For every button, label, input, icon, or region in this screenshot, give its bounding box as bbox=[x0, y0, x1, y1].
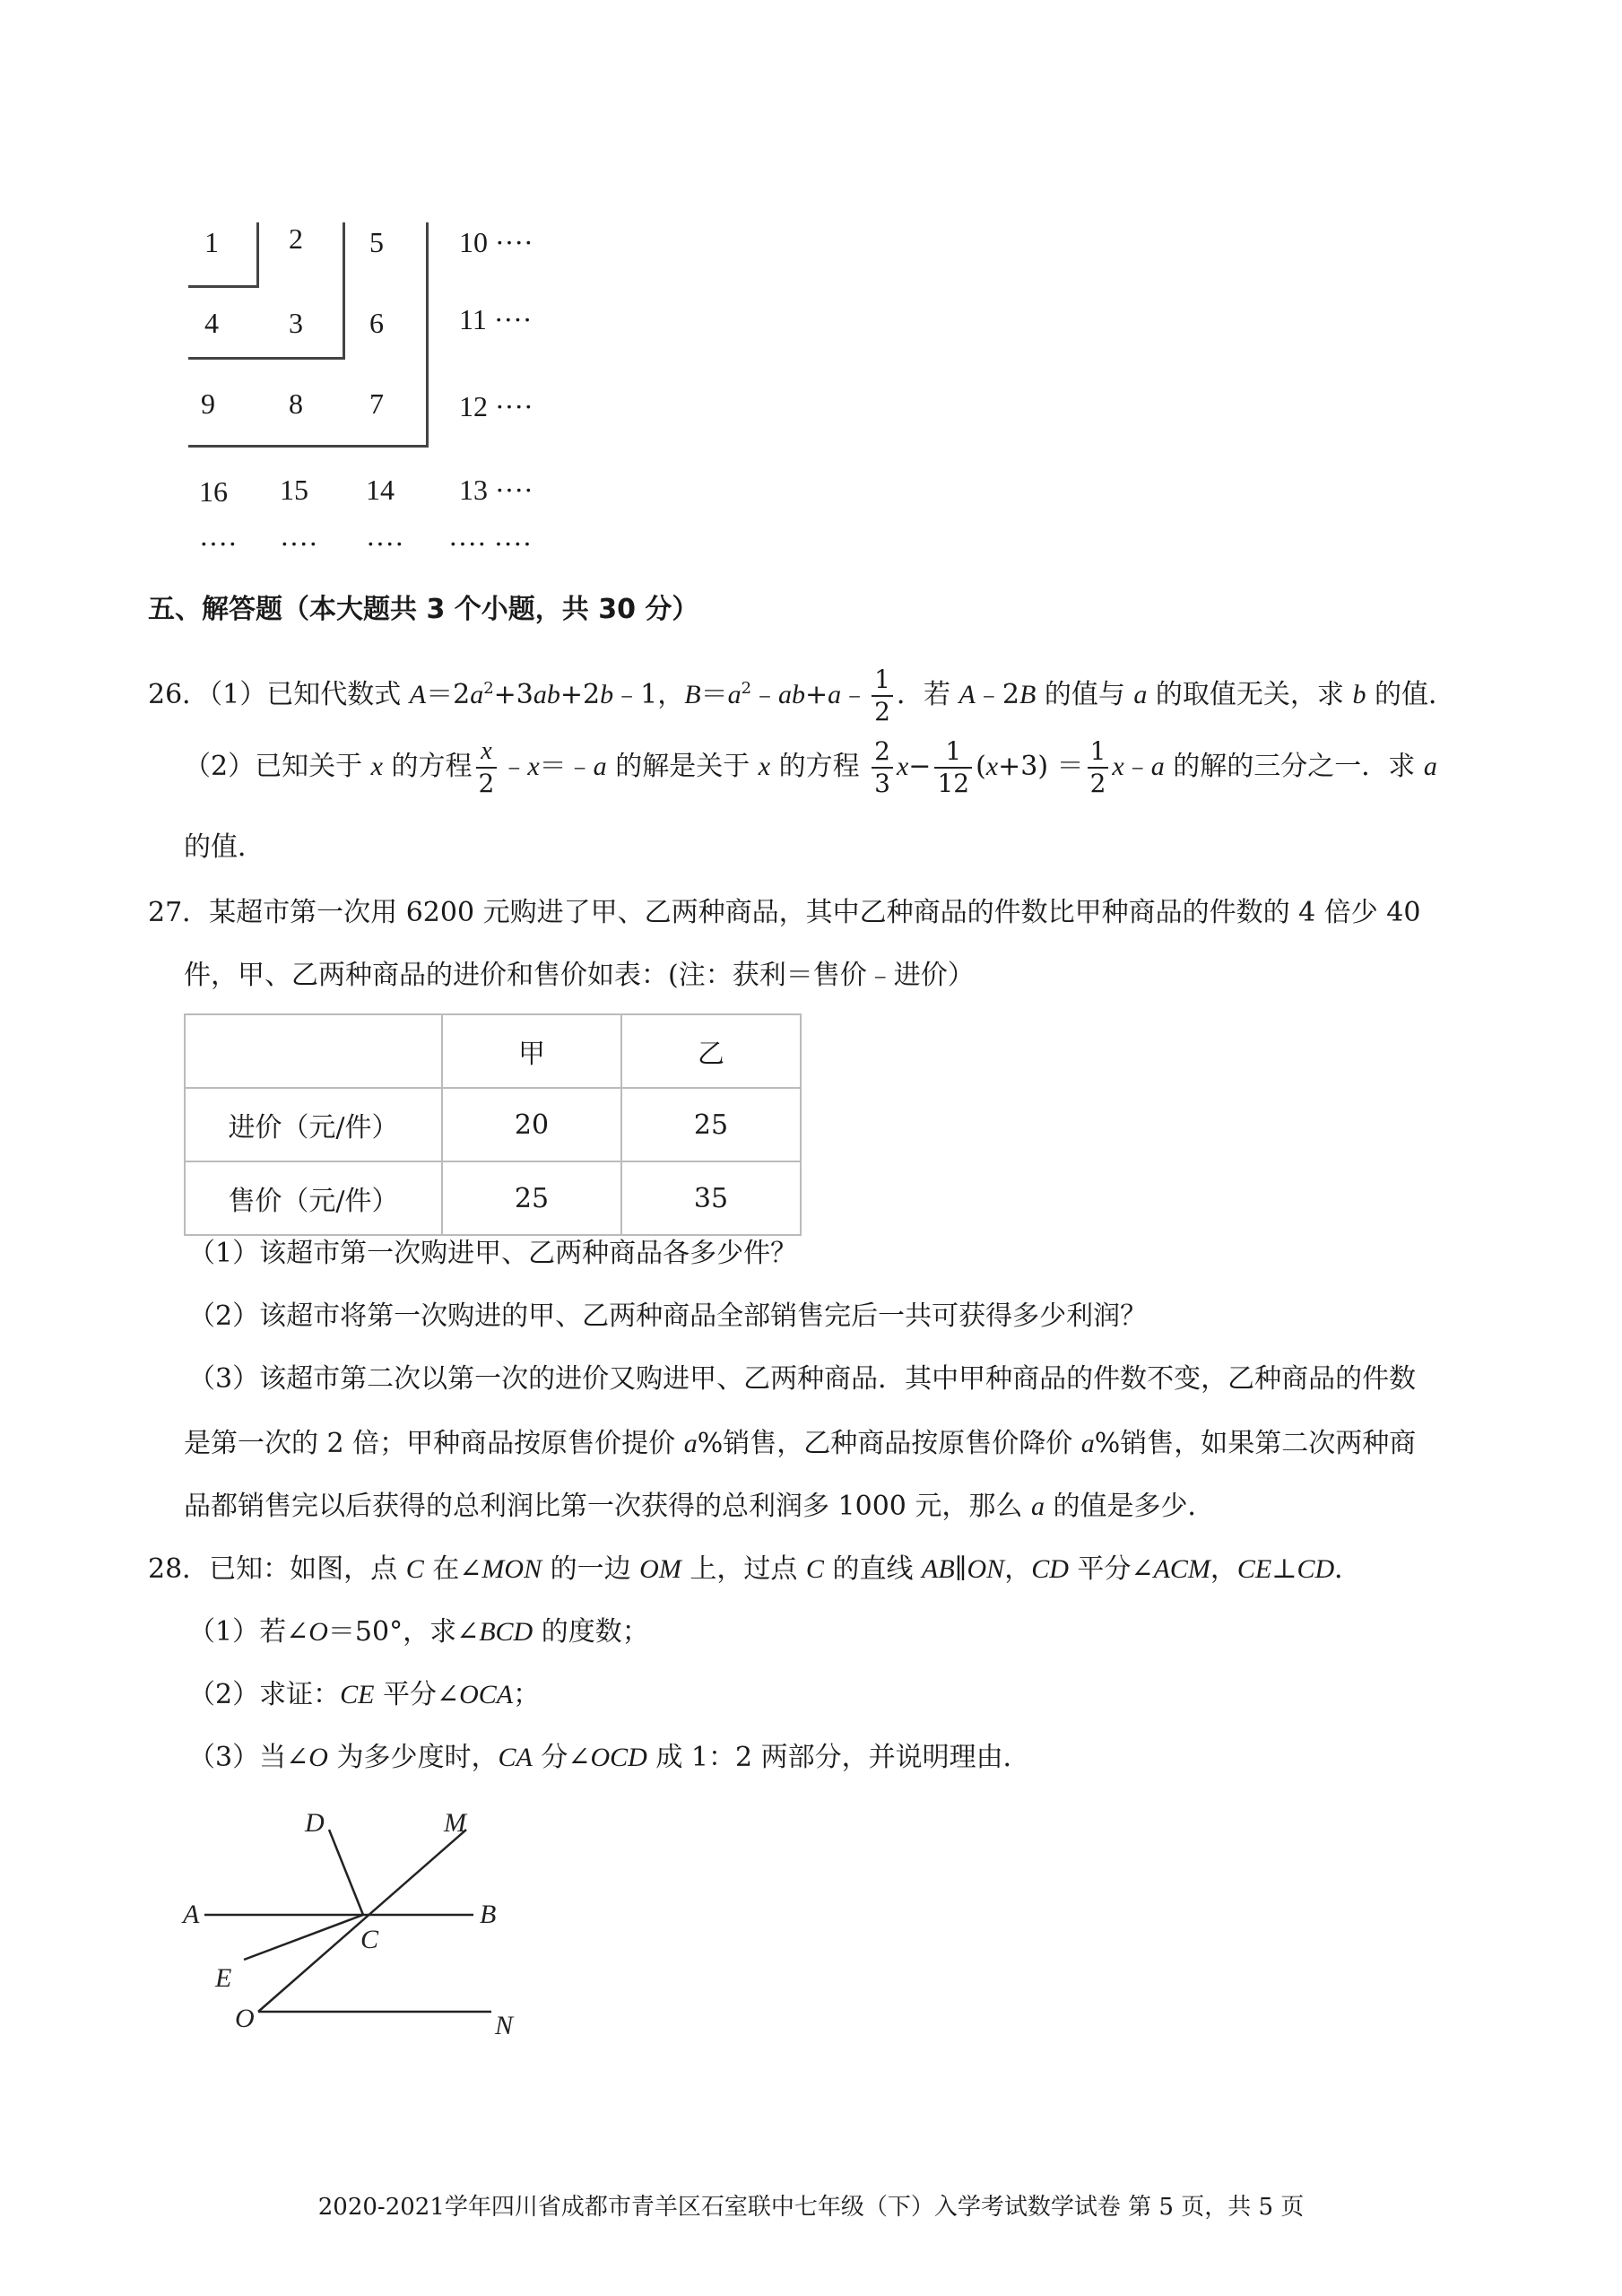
table-row bbox=[185, 1014, 801, 1088]
table-cell: 20 bbox=[442, 1088, 621, 1161]
spiral-number: 12 ···· bbox=[459, 390, 533, 422]
q27-sub1: （1）该超市第一次购进甲、乙两种商品各多少件？ bbox=[188, 1238, 798, 1269]
q27-sub3-line2: 是第一次的 2 倍；甲种商品按原售价提价 a%销售，乙种商品按原售价降价 a%销售，如果第二次两种商 bbox=[184, 1428, 1417, 1459]
spiral-number: 6 bbox=[369, 307, 384, 339]
spiral-dots: ···· bbox=[366, 527, 404, 560]
label-C: C bbox=[360, 1925, 379, 1954]
q27-line2: 件，甲、乙两种商品的进价和售价如表：(注：获利＝售价﹣进价） bbox=[184, 960, 975, 991]
table-cell: 售价（元/件） bbox=[185, 1161, 442, 1235]
spiral-line bbox=[188, 445, 429, 448]
label-B: B bbox=[480, 1900, 497, 1929]
spiral-number: 11 ···· bbox=[459, 303, 533, 335]
spiral-line bbox=[188, 357, 345, 360]
spiral-number: 1 bbox=[204, 226, 219, 258]
q28-line1: 28．已知：如图，点 C 在∠MON 的一边 OM 上，过点 C 的直线 AB∥ON，CD 平分∠ACM，CE⊥CD． bbox=[148, 1553, 1362, 1585]
table-cell: 乙 bbox=[621, 1014, 801, 1088]
label-A: A bbox=[183, 1900, 200, 1929]
spiral-number: 7 bbox=[369, 387, 384, 420]
table-row bbox=[185, 1161, 801, 1235]
fraction: $\frac{1}{12}$ bbox=[934, 736, 972, 799]
q28-sub1: （1）若∠O＝50°，求∠BCD 的度数； bbox=[188, 1616, 649, 1648]
spiral-number: 9 bbox=[201, 387, 215, 420]
spiral-number: 8 bbox=[289, 387, 303, 420]
label-M: M bbox=[444, 1808, 466, 1838]
spiral-number: 3 bbox=[289, 307, 303, 339]
label-O: O bbox=[235, 2004, 255, 2033]
fraction: $\frac{1}{2}$ bbox=[1088, 736, 1109, 799]
label-E: E bbox=[215, 1963, 232, 1993]
spiral-number: 2 bbox=[289, 222, 303, 255]
spiral-line bbox=[426, 222, 429, 448]
label-D: D bbox=[305, 1808, 325, 1838]
q27-sub3-line1: （3）该超市第二次以第一次的进价又购进甲、乙两种商品．其中甲种商品的件数不变，乙种商品的件数 bbox=[188, 1363, 1417, 1395]
fraction: $\frac{1}{2}$ bbox=[872, 665, 893, 727]
table-row bbox=[185, 1088, 801, 1161]
q27-sub3-line3: 品都销售完以后获得的总利润比第一次获得的总利润多 1000 元，那么 a 的值是多少． bbox=[184, 1491, 1215, 1522]
q28-sub2: （2）求证：CE 平分∠OCA； bbox=[188, 1679, 541, 1710]
ray-CE bbox=[244, 1915, 363, 1960]
q26-part2-end: 的值． bbox=[184, 831, 265, 863]
section-title: 五、解答题（本大题共 3 个小题，共 30 分） bbox=[148, 594, 699, 625]
spiral-line bbox=[256, 222, 259, 288]
table-cell: 35 bbox=[621, 1161, 801, 1235]
table-cell bbox=[185, 1014, 442, 1088]
spiral-dots: ···· bbox=[280, 527, 318, 560]
spiral-dots: ···· bbox=[199, 527, 238, 560]
spiral-number: 15 bbox=[280, 474, 308, 506]
spiral-line bbox=[343, 222, 345, 360]
q27-line1: 27．某超市第一次用 6200 元购进了甲、乙两种商品，其中乙种商品的件数比甲种商品的件数的 4 倍少 40 bbox=[148, 897, 1421, 928]
spiral-number: 10 ···· bbox=[459, 226, 533, 258]
table-cell: 25 bbox=[621, 1088, 801, 1161]
ray-CD bbox=[329, 1830, 363, 1915]
q26-part1: 26．（1）已知代数式 $A=2a^2+3ab+2b﹣1$，$B=a^2﹣ab+a﹣$ $\frac{1}{2}$ ．若 A﹣2B 的值与 a 的取值无关，求 b 的值． bbox=[148, 665, 1455, 726]
spiral-dots: ···· ···· bbox=[448, 527, 533, 560]
ray-OM bbox=[258, 1830, 466, 2012]
spiral-number: 5 bbox=[369, 226, 384, 258]
fraction: $\frac{x}{2}$ bbox=[476, 736, 498, 799]
fraction: $\frac{2}{3}$ bbox=[872, 736, 893, 799]
spiral-number: 14 bbox=[366, 474, 395, 506]
geometry-figure bbox=[170, 1803, 547, 2054]
table-cell: 25 bbox=[442, 1161, 621, 1235]
spiral-number: 13 ···· bbox=[459, 474, 533, 506]
price-table bbox=[184, 1013, 802, 1236]
q26-part2: （2）已知关于 x 的方程 $\frac{x}{2}$ ﹣x＝﹣a 的解是关于 x 的方程 $\frac{2}{3}$ x− $\frac{1}{12}$ (x+3) ＝ $\frac{1}{2}$ x﹣a 的解的三分之一．求 a bbox=[184, 736, 1437, 798]
table-cell: 甲 bbox=[442, 1014, 621, 1088]
spiral-number: 16 bbox=[199, 475, 228, 508]
page-footer: 2020-2021学年四川省成都市青羊区石室联中七年级（下）入学考试数学试卷 第 5 页，共 5 页 bbox=[317, 2194, 1305, 2221]
spiral-line bbox=[188, 285, 258, 288]
table-cell: 进价（元/件） bbox=[185, 1088, 442, 1161]
q27-sub2: （2）该超市将第一次购进的甲、乙两种商品全部销售完后一共可获得多少利润？ bbox=[188, 1300, 1148, 1332]
label-N: N bbox=[495, 2011, 514, 2040]
spiral-number: 4 bbox=[204, 307, 219, 339]
q28-sub3: （3）当∠O 为多少度时，CA 分∠OCD 成 1：2 两部分，并说明理由． bbox=[188, 1742, 1030, 1773]
